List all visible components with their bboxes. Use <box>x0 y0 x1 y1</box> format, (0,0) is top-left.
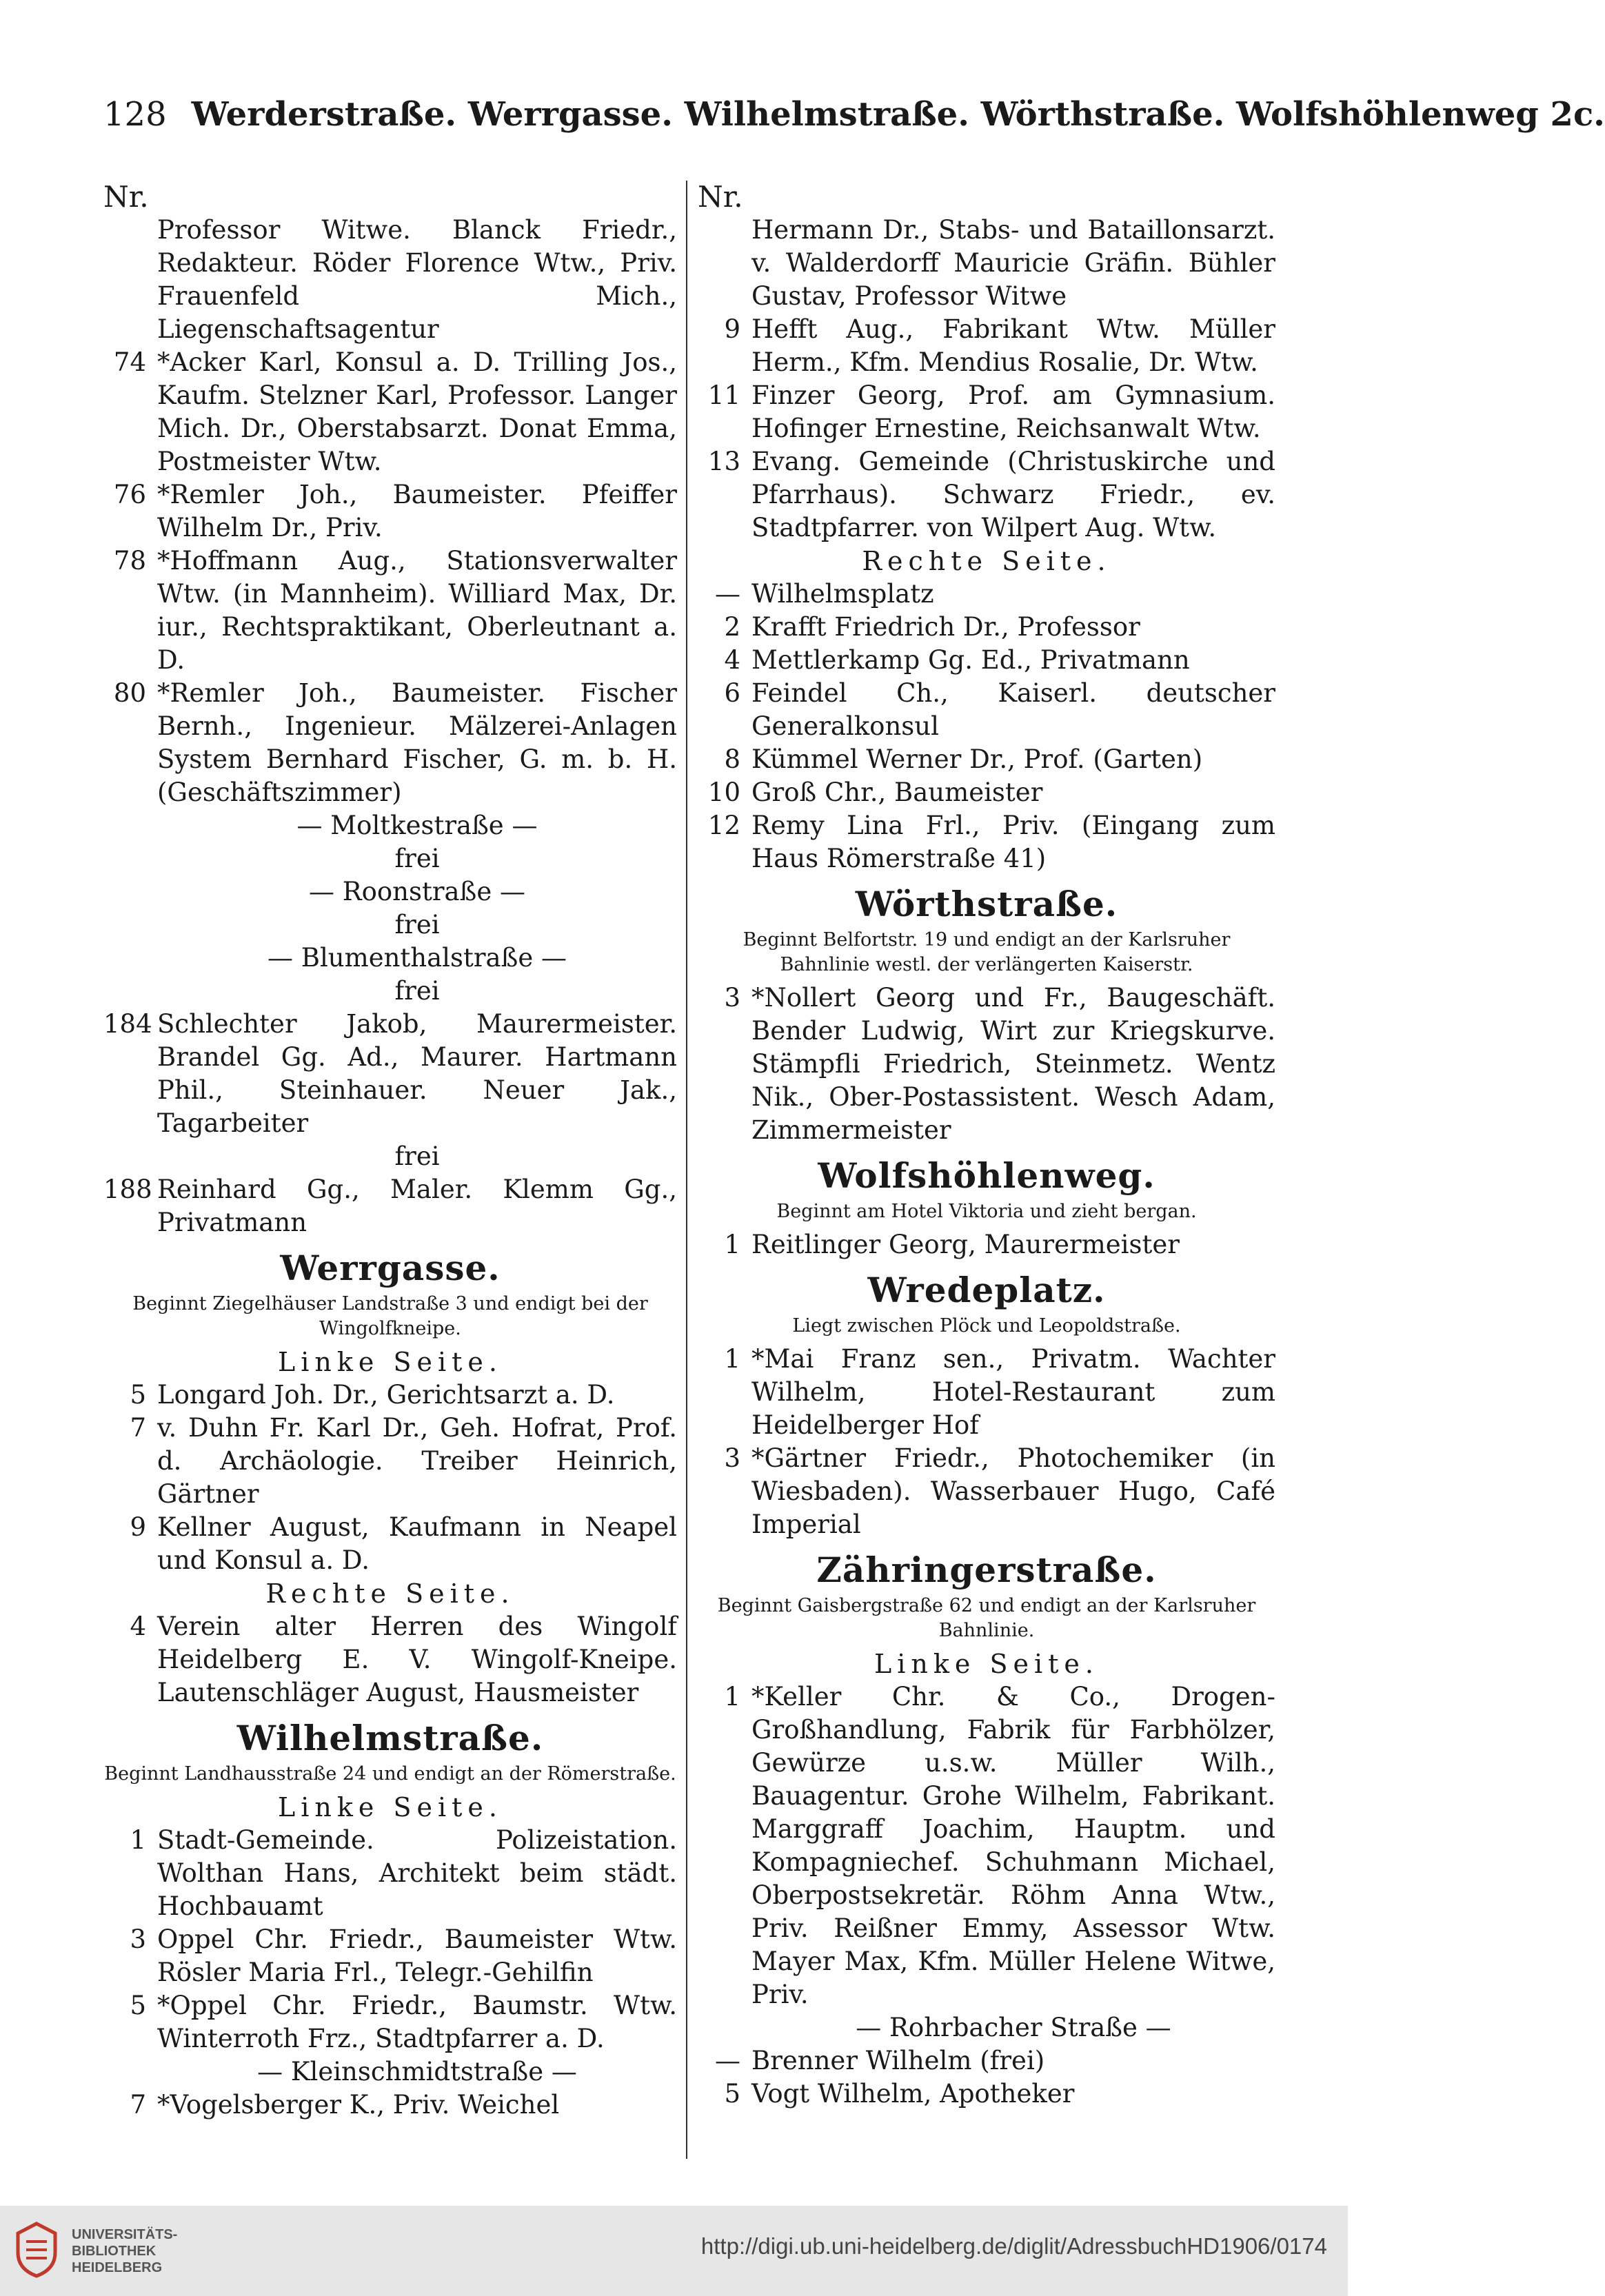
address-entry <box>103 677 677 809</box>
address-entry <box>698 214 1275 313</box>
address-entry <box>698 743 1275 776</box>
house-number: 9 <box>130 1512 146 1542</box>
cross-street-note: — Moltkestraße — <box>296 811 538 840</box>
cross-street-note: — Blumenthalstraße — <box>268 943 567 973</box>
address-entry <box>698 379 1275 445</box>
address-entry <box>698 1442 1275 1541</box>
street-description: Beginnt Belfortstr. 19 und endigt an der Karlsruher Bahnlinie westl. der verlängerten Kaiserstr. <box>743 929 1231 975</box>
address-entry <box>698 644 1275 677</box>
entry-text: Mettlerkamp Gg. Ed., Privatmann <box>751 645 1190 675</box>
right-column <box>698 181 1275 2111</box>
house-number: 3 <box>130 1924 146 1954</box>
street-side-label: Linke Seite. <box>278 1792 503 1822</box>
house-number: 6 <box>724 678 740 708</box>
address-entry <box>698 1228 1275 1261</box>
entry-text: Vogt Wilhelm, Apotheker <box>751 2079 1075 2109</box>
column-header: Nr. <box>698 180 743 214</box>
street-title: Werrgasse. <box>280 1248 501 1288</box>
address-entry <box>698 809 1275 875</box>
address-entry <box>698 677 1275 743</box>
address-entry <box>103 545 677 677</box>
address-entry <box>103 1379 677 1412</box>
address-entry <box>698 578 1275 611</box>
house-number: 188 <box>103 1175 152 1204</box>
street-side-label: Linke Seite. <box>874 1649 1099 1679</box>
column-header: Nr. <box>103 180 149 214</box>
entry-text: *Acker Karl, Konsul a. D. Trilling Jos., Kaufm. Stelzner Karl, Professor. Langer Mich. Dr., Oberstabsarzt. Donat Emma, Postmeister Wtw. <box>157 347 677 476</box>
cross-street-note: — Kleinschmidtstraße — <box>257 2057 577 2086</box>
entry-text: Stadt-Gemeinde. Polizeistation. Wolthan Hans, Architekt beim städt. Hochbauamt <box>157 1825 677 1921</box>
entry-text: Longard Joh. Dr., Gerichtsarzt a. D. <box>157 1380 615 1410</box>
street-description: Beginnt Gaisbergstraße 62 und endigt an der Karlsruher Bahnlinie. <box>717 1595 1256 1641</box>
house-number: 5 <box>130 1991 146 2020</box>
entry-text: Oppel Chr. Friedr., Baumeister Wtw. Rösler Maria Frl., Telegr.-Gehilfin <box>157 1924 677 1987</box>
house-number: 80 <box>113 678 146 708</box>
address-entry <box>103 214 677 346</box>
address-entry <box>698 313 1275 379</box>
address-entry <box>103 2089 677 2122</box>
house-number: 13 <box>707 447 740 476</box>
address-entry <box>103 1923 677 1989</box>
entry-text: v. Duhn Fr. Karl Dr., Geh. Hofrat, Prof. d. Archäologie. Treiber Heinrich, Gärtner <box>157 1413 677 1509</box>
address-entry <box>698 1343 1275 1442</box>
entry-text: Hefft Aug., Fabrikant Wtw. Müller Herm., Kfm. Mendius Rosalie, Dr. Wtw. <box>751 314 1275 377</box>
address-entry <box>698 776 1275 809</box>
address-entry <box>103 1173 677 1239</box>
house-number: 1 <box>130 1825 146 1855</box>
entry-text: *Remler Joh., Baumeister. Pfeiffer Wilhelm Dr., Priv. <box>157 480 677 542</box>
street-title: Wredeplatz. <box>867 1270 1106 1310</box>
house-number: 10 <box>707 778 740 807</box>
address-entry <box>698 2044 1275 2077</box>
address-entry <box>698 982 1275 1147</box>
entry-text: Kümmel Werner Dr., Prof. (Garten) <box>751 744 1203 774</box>
address-entry <box>103 346 677 478</box>
entry-text: *Keller Chr. & Co., Drogen-Großhandlung, Fabrik für Farbhölzer, Gewürze u.s.w. Müller Wilh., Bauagentur. Grohe Wilhelm, Fabrikant. Marggraff Joachim, Hauptm. und Kompagniechef. Schuhmann Michael, Oberpostsekretär. Röhm Anna Wtw., Priv. Reißner Emmy, Assessor Wtw. Mayer Max, Kfm. Müller Helene Witwe, Priv. <box>751 1682 1275 2009</box>
house-number: 2 <box>724 612 740 642</box>
entry-text: Hermann Dr., Stabs- und Bataillonsarzt. v. Walderdorff Mauricie Gräfin. Bühler Gustav, Professor Witwe <box>751 215 1275 311</box>
entry-text: Kellner August, Kaufmann in Neapel und Konsul a. D. <box>157 1512 677 1575</box>
house-number: 3 <box>724 983 740 1013</box>
source-url[interactable]: http://digi.ub.uni-heidelberg.de/diglit/AdressbuchHD1906/0174 <box>700 2233 1327 2259</box>
street-description: Liegt zwischen Plöck und Leopoldstraße. <box>792 1315 1181 1337</box>
house-number: 4 <box>724 645 740 675</box>
house-number: 3 <box>724 1443 740 1473</box>
address-entry <box>103 1412 677 1511</box>
address-entry <box>103 1511 677 1577</box>
address-entry <box>698 445 1275 545</box>
house-number: — <box>715 579 740 609</box>
entry-text: Brenner Wilhelm (frei) <box>751 2046 1045 2075</box>
page-number: 128 <box>103 95 167 134</box>
address-entry <box>698 2077 1275 2111</box>
footer-bar <box>0 2206 1348 2296</box>
entry-text: Verein alter Herren des Wingolf Heidelberg E. V. Wingolf-Kneipe. Lautenschläger August, Hausmeister <box>157 1612 677 1707</box>
house-number: 8 <box>724 744 740 774</box>
house-number: 9 <box>724 314 740 344</box>
cross-street-note: frei <box>394 1141 440 1171</box>
street-side-label: Rechte Seite. <box>862 546 1111 576</box>
street-side-label: Linke Seite. <box>278 1347 503 1377</box>
entry-text: Professor Witwe. Blanck Friedr., Redakteur. Röder Florence Wtw., Priv. Frauenfeld Mich., Liegenschaftsagentur <box>157 215 677 344</box>
house-number: 1 <box>724 1682 740 1711</box>
entry-text: *Gärtner Friedr., Photochemiker (in Wiesbaden). Wasserbauer Hugo, Café Imperial <box>751 1443 1275 1539</box>
address-entry <box>103 1610 677 1709</box>
street-title: Wolfshöhlenweg. <box>818 1155 1155 1196</box>
house-number: 76 <box>113 480 146 509</box>
cross-street-note: — Roonstraße — <box>309 877 525 906</box>
entry-text: Groß Chr., Baumeister <box>751 778 1043 807</box>
house-number: 1 <box>724 1230 740 1259</box>
house-number: 1 <box>724 1344 740 1374</box>
entry-text: *Vogelsberger K., Priv. Weichel <box>157 2090 560 2120</box>
house-number: 7 <box>130 2090 146 2120</box>
house-number: 12 <box>707 811 740 840</box>
address-entry <box>103 1824 677 1923</box>
entry-text: Evang. Gemeinde (Christuskirche und Pfarrhaus). Schwarz Friedr., ev. Stadtpfarrer. von Wilpert Aug. Wtw. <box>751 447 1275 542</box>
address-entry <box>103 1989 677 2055</box>
running-title: Werderstraße. Werrgasse. Wilhelmstraße. Wörthstraße. Wolfshöhlenweg 2c. <box>191 95 1605 134</box>
house-number: 74 <box>113 347 146 377</box>
entry-text: Wilhelmsplatz <box>751 579 934 609</box>
entry-text: *Oppel Chr. Friedr., Baumstr. Wtw. Winterroth Frz., Stadtpfarrer a. D. <box>157 1991 677 2053</box>
street-description: Beginnt Ziegelhäuser Landstraße 3 und endigt bei der Wingolfkneipe. <box>132 1293 648 1339</box>
column-divider <box>686 181 687 2159</box>
library-name: UNIVERSITÄTS- BIBLIOTHEK HEIDELBERG <box>72 2227 178 2275</box>
street-title: Wörthstraße. <box>855 884 1118 924</box>
street-title: Wilhelmstraße. <box>236 1718 544 1758</box>
house-number: 5 <box>724 2079 740 2109</box>
entry-text: Schlechter Jakob, Maurermeister. Brandel Gg. Ad., Maurer. Hartmann Phil., Steinhauer. Neuer Jak., Tagarbeiter <box>157 1009 677 1138</box>
entry-text: *Remler Joh., Baumeister. Fischer Bernh., Ingenieur. Mälzerei-Anlagen System Bernhard Fischer, G. m. b. H. (Geschäftszimmer) <box>157 678 677 807</box>
address-entry <box>103 478 677 545</box>
street-title: Zähringerstraße. <box>816 1550 1157 1590</box>
page-header <box>103 94 1605 135</box>
entry-text: Feindel Ch., Kaiserl. deutscher Generalkonsul <box>751 678 1275 741</box>
address-entry <box>103 1008 677 1140</box>
street-side-label: Rechte Seite. <box>265 1578 515 1609</box>
entry-text: *Mai Franz sen., Privatm. Wachter Wilhelm, Hotel-Restaurant zum Heidelberger Hof <box>751 1344 1275 1440</box>
left-column <box>103 181 677 2122</box>
cross-street-note: — Rohrbacher Straße — <box>856 2013 1171 2042</box>
entry-text: Finzer Georg, Prof. am Gymnasium. Hofinger Ernestine, Reichsanwalt Wtw. <box>751 380 1275 443</box>
entry-text: Remy Lina Frl., Priv. (Eingang zum Haus Römerstraße 41) <box>751 811 1275 873</box>
house-number: 5 <box>130 1380 146 1410</box>
address-entry <box>698 611 1275 644</box>
house-number: 184 <box>103 1009 152 1039</box>
entry-text: Reinhard Gg., Maler. Klemm Gg., Privatmann <box>157 1175 677 1237</box>
house-number: 11 <box>707 380 740 410</box>
house-number: 78 <box>113 546 146 576</box>
entry-text: Krafft Friedrich Dr., Professor <box>751 612 1140 642</box>
cross-street-note: frei <box>394 910 440 939</box>
house-number: 7 <box>130 1413 146 1443</box>
library-logo-icon <box>12 2221 61 2279</box>
cross-street-note: frei <box>394 976 440 1006</box>
street-description: Beginnt am Hotel Viktoria und zieht bergan. <box>776 1201 1197 1222</box>
address-entry <box>698 1680 1275 2011</box>
house-number: — <box>715 2046 740 2075</box>
entry-text: Reitlinger Georg, Maurermeister <box>751 1230 1180 1259</box>
street-description: Beginnt Landhausstraße 24 und endigt an der Römerstraße. <box>104 1763 676 1785</box>
entry-text: *Hoffmann Aug., Stationsverwalter Wtw. (in Mannheim). Williard Max, Dr. iur., Rechtspraktikant, Oberleutnant a. D. <box>157 546 677 675</box>
cross-street-note: frei <box>394 844 440 873</box>
house-number: 4 <box>130 1612 146 1641</box>
entry-text: *Nollert Georg und Fr., Baugeschäft. Bender Ludwig, Wirt zur Kriegskurve. Stämpfli Friedrich, Steinmetz. Wentz Nik., Ober-Postassistent. Wesch Adam, Zimmermeister <box>751 983 1275 1145</box>
